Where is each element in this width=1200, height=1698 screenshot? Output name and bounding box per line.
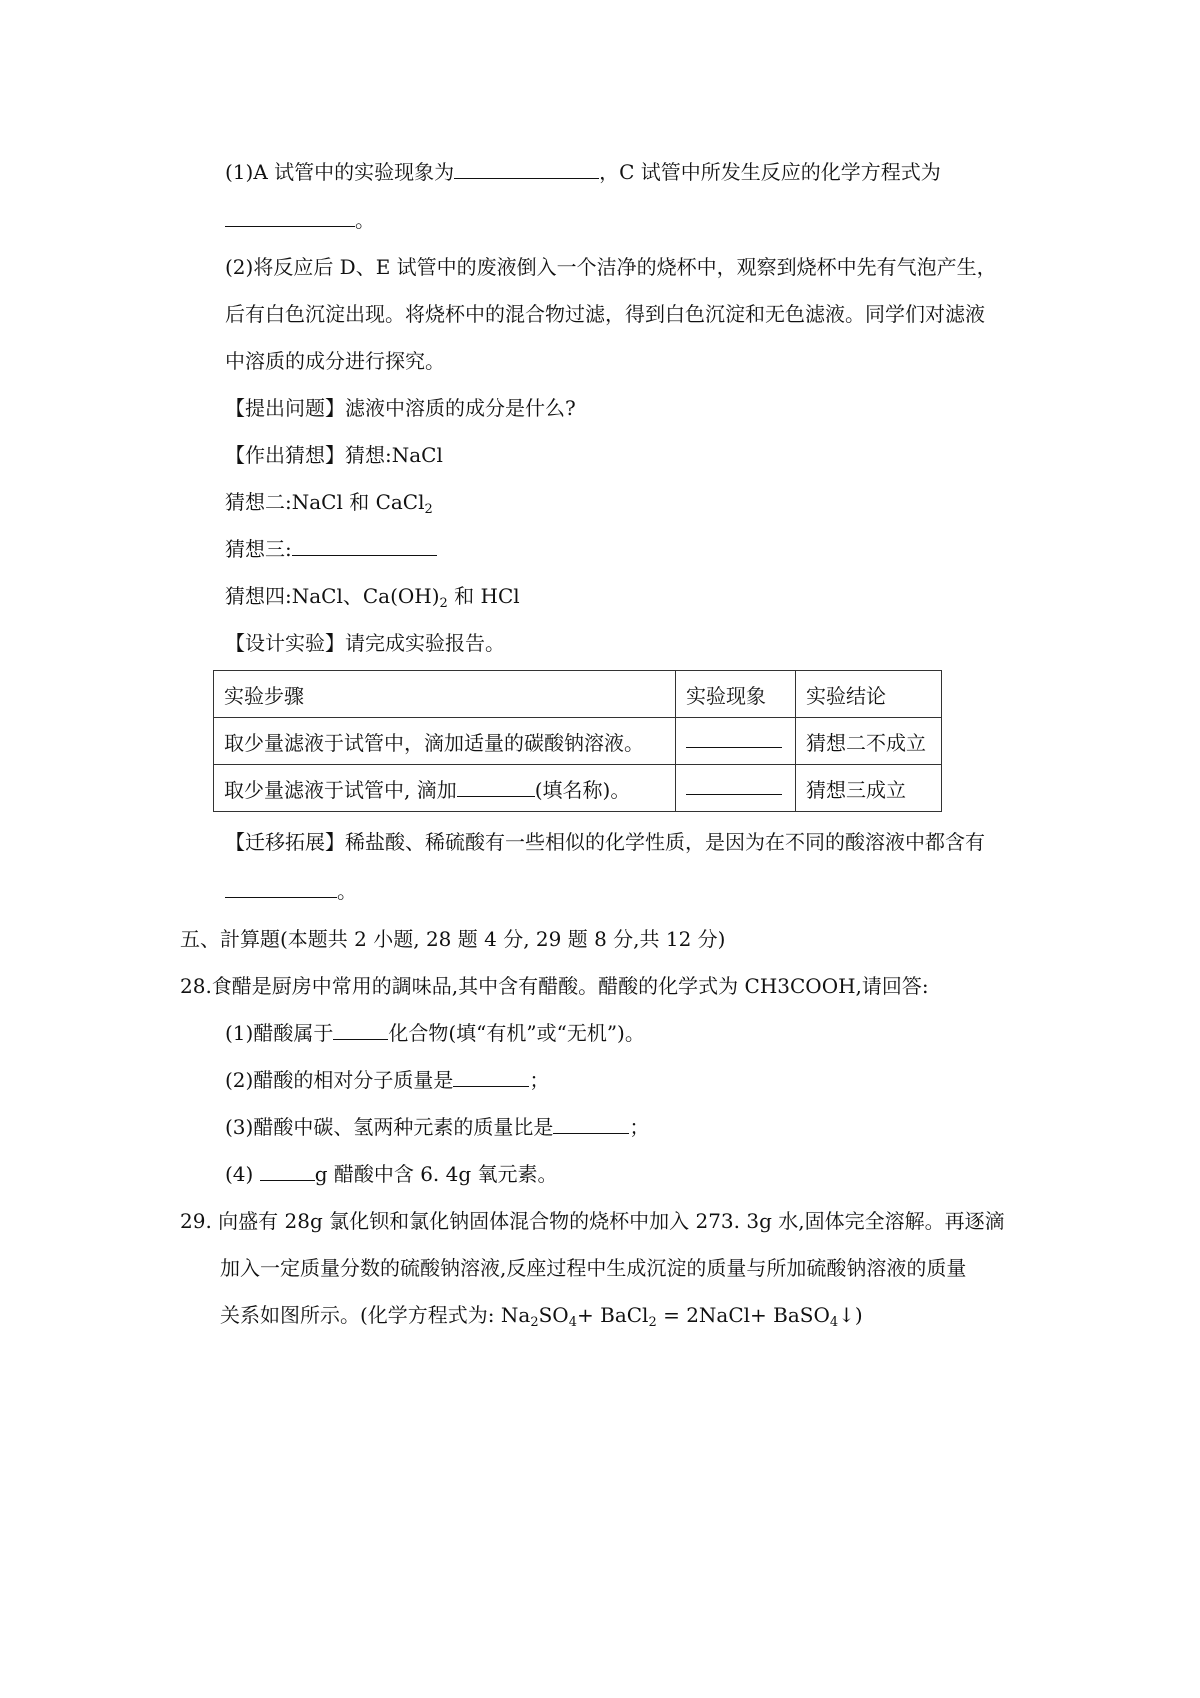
answer-blank[interactable]	[453, 1068, 529, 1087]
experiment-report-table	[213, 670, 942, 812]
table-row	[214, 765, 942, 812]
row2-step	[214, 765, 676, 812]
formula-part: SO	[538, 1303, 569, 1327]
extension-end: 。	[337, 879, 357, 903]
q29-line2: 加入一定质量分数的硫酸钠溶液,反座过程中生成沉淀的质量与所加硫酸钠溶液的质量	[220, 1256, 967, 1280]
guess-1: 【作出猜想】猜想:NaCl	[225, 443, 443, 467]
row2-step-text-b: (填名称)。	[534, 777, 631, 802]
q28-sub4	[225, 1160, 558, 1188]
row1-phenomenon	[676, 718, 796, 765]
table-row	[214, 718, 942, 765]
q27-part1-text-b: ，C 试管中所发生反应的化学方程式为	[599, 160, 941, 184]
q29-line3-text: 关系如图所示。(化学方程式为: Na	[220, 1303, 531, 1327]
q29-line1: 29. 向盛有 28g 氯化钡和氯化钠固体混合物的烧杯中加入 273. 3g 水,固体完全溶解。再逐滴	[180, 1209, 1005, 1233]
row2-phenomenon	[676, 765, 796, 812]
answer-blank[interactable]	[454, 160, 599, 179]
q28-sub2-text-b: ；	[529, 1068, 550, 1092]
subscript: 2	[530, 1315, 539, 1330]
subscript: 2	[439, 596, 448, 611]
raise-question: 【提出问题】滤液中溶质的成分是什么?	[225, 396, 576, 420]
q28-sub4-text-b: g 醋酸中含 6. 4g 氧元素。	[314, 1162, 558, 1186]
header-phenomenon: 实验现象	[676, 671, 796, 718]
answer-blank[interactable]	[292, 537, 437, 556]
formula-part: + BaCl	[577, 1303, 649, 1327]
q27-part1-line2	[225, 206, 375, 234]
answer-blank[interactable]	[686, 729, 782, 748]
answer-blank[interactable]	[553, 1115, 629, 1134]
answer-blank[interactable]	[225, 208, 355, 227]
subscript: 2	[648, 1315, 657, 1330]
header-steps: 实验步骤	[214, 671, 676, 718]
design-experiment: 【设计实验】请完成实验报告。	[225, 631, 505, 655]
q28-sub3-text-a: (3)醋酸中碳、氢两种元素的质量比是	[225, 1115, 554, 1139]
guess-2-text: 猜想二:NaCl 和 CaCl	[225, 490, 425, 514]
q28-sub1-text-a: (1)醋酸属于	[225, 1021, 334, 1045]
q27-part2-line3: 中溶质的成分进行探究。	[225, 349, 445, 373]
q27-part2-line2: 后有白色沉淀出现。将烧杯中的混合物过滤，得到白色沉淀和无色滤液。同学们对滤液	[225, 302, 985, 326]
q28-sub2	[225, 1066, 549, 1094]
q27-part1-text-c: 。	[355, 208, 375, 232]
table-header-row	[214, 671, 942, 718]
guess-3	[225, 535, 437, 563]
row2-conclusion: 猜想三成立	[796, 765, 942, 812]
q28-sub4-text-a: (4)	[225, 1162, 260, 1186]
subscript: 4	[829, 1315, 839, 1330]
q27-part1-text-a: (1)A 试管中的实验现象为	[225, 160, 455, 184]
row1-step: 取少量滤液于试管中，滴加适量的碳酸钠溶液。	[214, 718, 676, 765]
q28-sub1-text-b: 化合物(填“有机”或“无机”)。	[388, 1021, 645, 1045]
q28-sub2-text-a: (2)醋酸的相对分子质量是	[225, 1068, 454, 1092]
section-5-title: 五、計算題(本题共 2 小题, 28 题 4 分, 29 题 8 分,共 12 分)	[180, 927, 726, 951]
extension-line2	[225, 877, 357, 905]
q29-line3	[220, 1301, 863, 1329]
extension-line1: 【迁移拓展】稀盐酸、稀硫酸有一些相似的化学性质，是因为在不同的酸溶液中都含有	[225, 830, 985, 854]
header-conclusion: 实验结论	[796, 671, 942, 718]
guess-4-text: 猜想四:NaCl、Ca(OH)	[225, 584, 440, 608]
formula-part: = 2NaCl+ BaSO	[656, 1303, 830, 1327]
answer-blank[interactable]	[686, 776, 782, 795]
subscript: 4	[568, 1315, 577, 1330]
guess-3-text: 猜想三:	[225, 537, 292, 561]
q28-sub1	[225, 1019, 645, 1047]
formula-end: ↓)	[838, 1303, 863, 1327]
row2-step-text-a: 取少量滤液于试管中, 滴加	[224, 777, 457, 802]
subscript: 2	[424, 502, 433, 517]
guess-4	[225, 582, 520, 610]
answer-blank[interactable]	[333, 1021, 388, 1040]
guess-4-text-post: 和 HCl	[447, 584, 520, 608]
guess-2	[225, 488, 433, 516]
answer-blank[interactable]	[260, 1162, 315, 1181]
q27-part2-line1: (2)将反应后 D、E 试管中的废液倒入一个洁净的烧杯中，观察到烧杯中先有气泡产生，	[225, 255, 997, 279]
q28-sub3-text-b: ；	[629, 1115, 650, 1139]
row1-conclusion: 猜想二不成立	[796, 718, 942, 765]
q27-part1-line1	[225, 158, 941, 186]
answer-blank[interactable]	[225, 879, 337, 898]
q28-sub3	[225, 1113, 649, 1141]
answer-blank[interactable]	[457, 778, 535, 797]
q28-stem: 28.食醋是厨房中常用的調味品,其中含有醋酸。醋酸的化学式为 CH3COOH,请回答:	[180, 974, 929, 998]
